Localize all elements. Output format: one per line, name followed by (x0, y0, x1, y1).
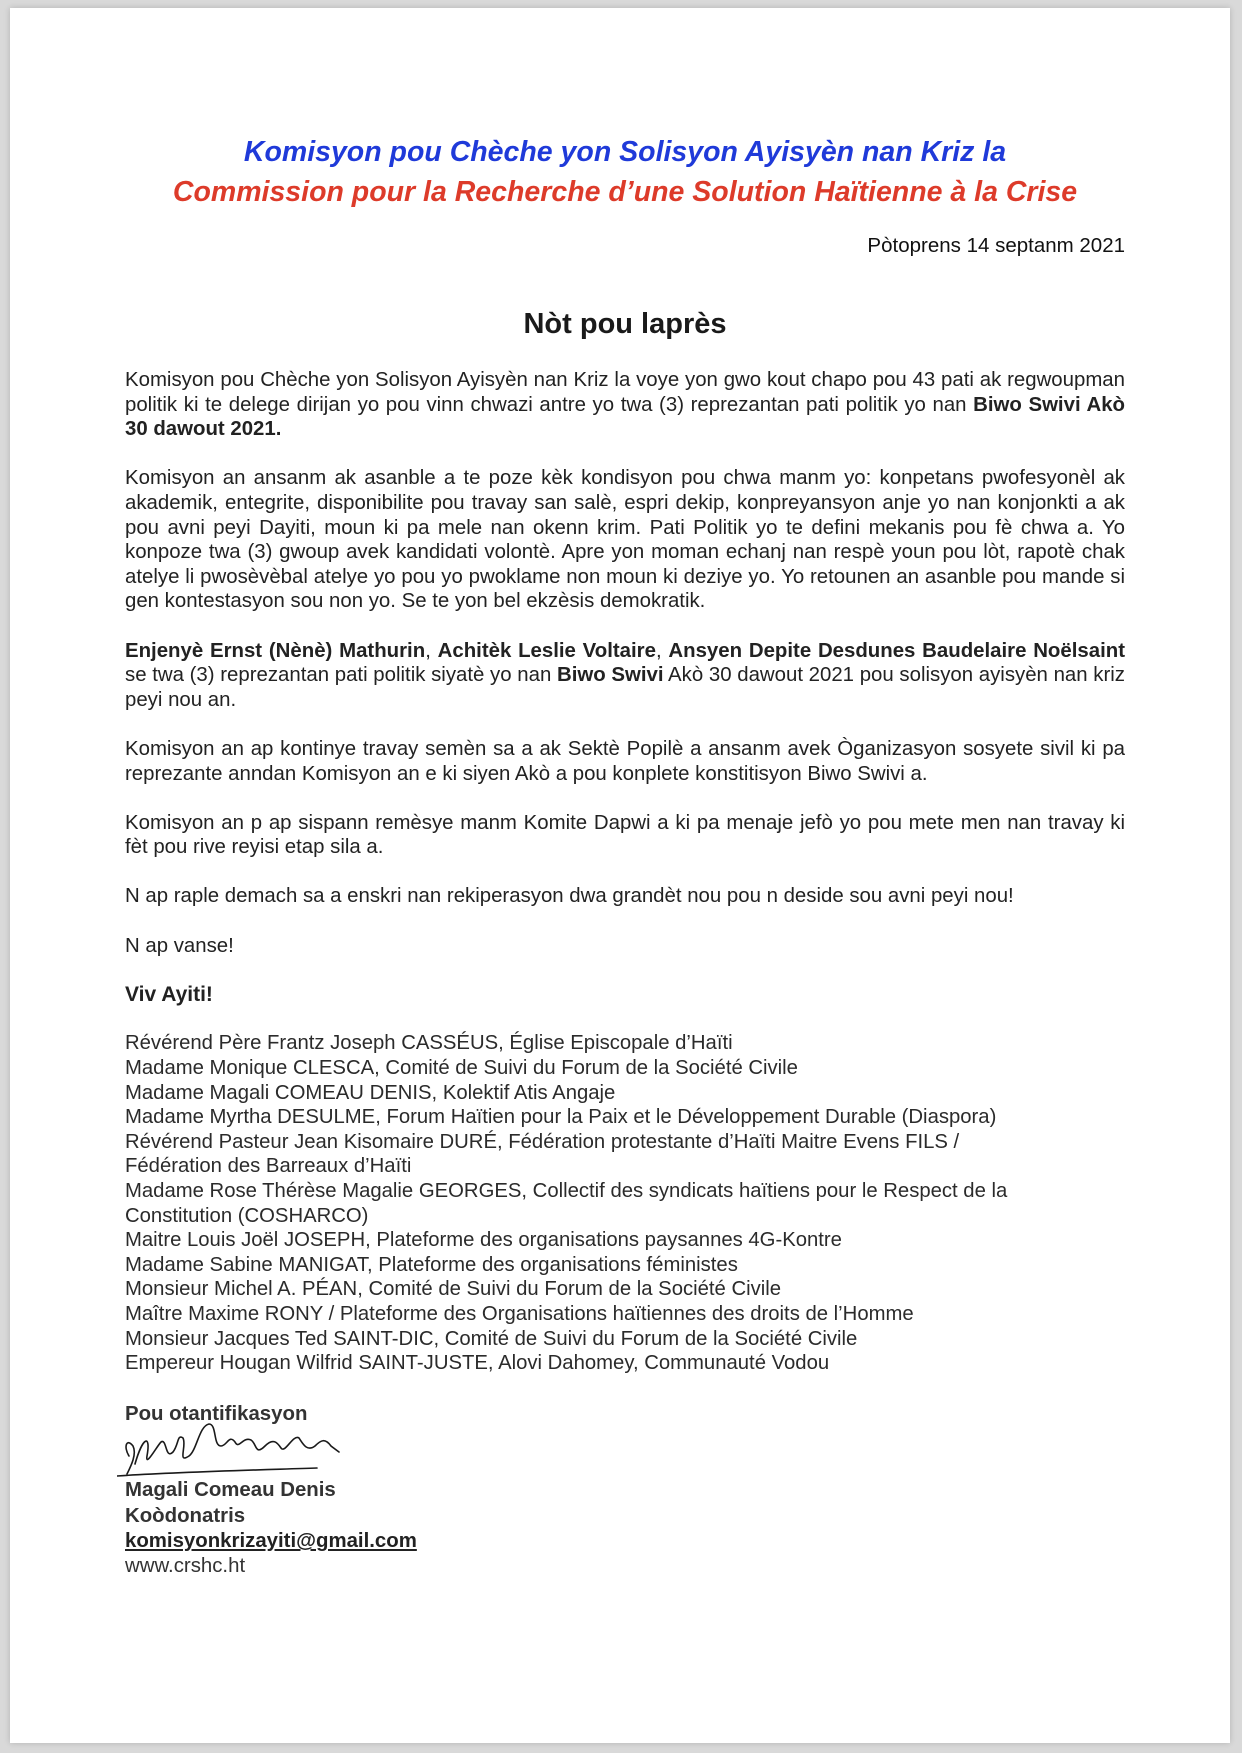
paragraph-1-text: Komisyon pou Chèche yon Solisyon Ayisyèn nan Kriz la voye yon gwo kout chapo pou 43 pati ak regwoupman politik ki te delege dirijan yo pou vinn chwazi antre yo twa (3) reprezantan pati politik yo nan (125, 369, 1125, 416)
signatory-line: Maître Maxime RONY / Plateforme des Organisations haïtiennes des droits de l’Homme (125, 1302, 914, 1325)
signatory-line: Madame Rose Thérèse Magalie GEORGES, Collectif des syndicats haïtiens pour le Respect de la (125, 1180, 1008, 1202)
paragraph-1 (125, 368, 1125, 442)
signatory-line: Madame Sabine MANIGAT, Plateforme des organisations féministes (125, 1253, 738, 1276)
document-page (10, 8, 1230, 1743)
document-date: Pòtoprens 14 septanm 2021 (867, 234, 1125, 257)
handwritten-signature (125, 1422, 1125, 1477)
signatory-line: Monsieur Michel A. PÉAN, Comité de Suivi du Forum de la Société Civile (125, 1278, 782, 1301)
signer-name: Magali Comeau Denis (125, 1479, 336, 1502)
signature-scribble-icon (117, 1416, 357, 1486)
signatory-line: Madame Magali COMEAU DENIS, Kolektif Atis Angaje (125, 1081, 616, 1104)
paragraph-3 (125, 639, 1125, 713)
signatories-list (125, 1031, 1125, 1375)
signatory-line: Madame Monique CLESCA, Comité de Suivi du Forum de la Société Civile (125, 1057, 798, 1080)
representative-3: Ansyen Depite Desdunes Baudelaire Noëlsaint (668, 639, 1125, 662)
signer-role: Koòdonatris (125, 1505, 246, 1528)
paragraph-5: Komisyon an p ap sispann remèsye manm Komite Dapwi a ki pa menaje jefò yo pou mete men nan travay ki fèt pou rive reyisi etap sila a. (125, 811, 1125, 859)
email-link[interactable]: komisyonkrizayiti@gmail.com (125, 1530, 417, 1553)
representative-2: Achitèk Leslie Voltaire (437, 639, 656, 662)
paragraph-2: Komisyon an ansanm ak asanble a te poze kèk kondisyon pou chwa manm yo: konpetans pwofesyonèl ak akademik, entegrite, disponibilite pou travay san salè, espri dekip, konpreyansyon anje yo nan konjonkti a ak pou avni peyi Dayiti, moun ki pa mele nan okenn krim. Pati Politik yo te defini mekanis pou fè chwa a. Yo konpoze twa (3) gwoup avek kandidati volontè. Apre yon moman echanj nan respè youn pou lòt, rapotè chak atelye li pwosèvèbal atelye yo pou yo pwoklame non moun ki deziye yo. Yo retounen an asanble pou mande si gen kontestasyon sou non yo. Se te yon bel ekzèsis demokratik. (125, 467, 1125, 613)
separator-1: , (425, 639, 438, 662)
paragraph-4: Komisyon an ap kontinye travay semèn sa a ak Sektè Popilè a ansanm avek Òganizasyon sosyete sivil ki pa reprezante anndan Komisyon an e ki siyen Akò a pou konplete konstitisyon Biwo Swivi a. (125, 737, 1125, 785)
signatory-line: Empereur Hougan Wilfrid SAINT-JUSTE, Alovi Dahomey, Communauté Vodou (125, 1352, 830, 1375)
document-title: Nòt pou laprès (523, 308, 727, 340)
signatory-line: Madame Myrtha DESULME, Forum Haïtien pour la Paix et le Développement Durable (Diaspora) (125, 1106, 997, 1129)
paragraph-3-bold: Biwo Swivi (556, 664, 664, 687)
signatory-line: Révérend Père Frantz Joseph CASSÉUS, Église Episcopale d’Haïti (125, 1032, 733, 1055)
closing-slogan: Viv Ayiti! (125, 982, 213, 1006)
header-title-creole: Komisyon pou Chèche yon Solisyon Ayisyèn nan Kriz la (243, 136, 1007, 168)
signatory-line: Maitre Louis Joël JOSEPH, Plateforme des organisations paysannes 4G-Kontre (125, 1229, 842, 1252)
signatory-line: Monsieur Jacques Ted SAINT-DIC, Comité de Suivi du Forum de la Société Civile (125, 1327, 858, 1350)
paragraph-3-text-end: Akò 30 dawout 2021 pou solisyon ayisyèn nan kriz peyi nou an. (125, 664, 1125, 711)
representative-1: Enjenyè Ernst (Nènè) Mathurin (125, 639, 426, 662)
paragraph-6: N ap raple demach sa a enskri nan rekiperasyon dwa grandèt nou pou n deside sou avni peyi nou! (125, 885, 1014, 908)
separator-2: , (655, 639, 669, 662)
paragraph-7: N ap vanse! (125, 934, 234, 957)
paragraph-1-bold: Biwo Swivi Akò 30 dawout 2021. (125, 393, 1125, 441)
document-body (125, 368, 1125, 1579)
signatory-line: Constitution (COSHARCO) (125, 1204, 369, 1227)
signatory-line: Fédération des Barreaux d’Haïti (125, 1155, 412, 1178)
header-title-french: Commission pour la Recherche d’une Solution Haïtienne à la Crise (172, 176, 1078, 208)
signatory-line: Révérend Pasteur Jean Kisomaire DURÉ, Fédération protestante d’Haïti Maitre Evens FILS / (125, 1130, 960, 1153)
paragraph-3-text: se twa (3) reprezantan pati politik siyatè yo nan (125, 664, 557, 687)
website-link[interactable]: www.crshc.ht (125, 1554, 246, 1577)
authentication-label: Pou otantifikasyon (125, 1402, 308, 1425)
